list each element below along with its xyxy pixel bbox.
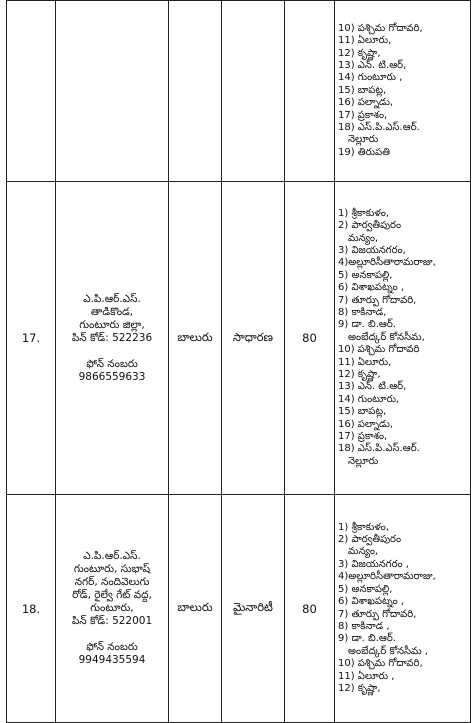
districts-cell [335, 495, 471, 723]
table-row-18 [7, 495, 471, 723]
district-item: 4)అల్లూరిసీతారామరాజు, [338, 571, 436, 583]
phone-number: 9949435594 [78, 654, 146, 666]
districts-cell [335, 182, 471, 495]
district-item: 7) తూర్పు గోదావరి, [338, 294, 417, 306]
sno-cell-empty [7, 1, 56, 182]
district-item: 10) పశ్చిమ గోదావరి [338, 344, 420, 356]
district-item: 14) గుంటూరు , [338, 72, 403, 84]
district-item: నెల్లూరు [348, 455, 379, 467]
district-item: 14) గుంటూరు, [338, 393, 400, 405]
address-cell [56, 495, 169, 723]
sno-cell: 17. [7, 182, 56, 495]
district-item: 12) కృష్ణా, [338, 682, 381, 694]
sno-cell: 18. [7, 495, 56, 723]
category-cell: సాధారణ [222, 182, 285, 495]
district-list [335, 207, 470, 470]
district-item: 5) అనకాపల్లి, [338, 583, 393, 595]
address-line: ఎ.పి.ఆర్.ఎస్. [83, 550, 141, 562]
address-line: గుంటూరు, సుభాష్ [73, 563, 151, 575]
district-item: 2) పార్వతీపురం [338, 220, 402, 232]
district-item: 9) డా. బి.ఆర్. [338, 633, 396, 645]
schools-table [6, 0, 471, 723]
district-item: 19) తిరుపతి [338, 146, 390, 158]
district-item: 1) శ్రీకాకుళం, [338, 207, 390, 219]
district-item: 8) కాకినాడ , [338, 620, 390, 632]
category-cell: మైనారిటీ [222, 495, 285, 723]
gender-cell: బాలురు [169, 182, 222, 495]
district-item: 8) కాకినాడ, [338, 306, 387, 318]
district-item: అంబేద్కర్ కోనసీమ , [348, 645, 428, 657]
seats-cell: 80 [285, 495, 335, 723]
district-item: 18) ఎస్.పి.ఎస్.ఆర్. [338, 122, 420, 134]
district-item: 1) శ్రీకాకుళం, [338, 521, 390, 533]
district-item: 13) ఎన్. టి.ఆర్, [338, 381, 407, 393]
address-cell-empty [56, 1, 169, 182]
address-line: ఎ.పి.ఆర్.ఎస్. [83, 292, 141, 305]
district-item: 6) విశాఖపట్నం , [338, 596, 405, 608]
phone-label: ఫోన్ నంబరు [86, 357, 138, 370]
district-item: 16) పల్నాడు, [338, 418, 394, 430]
table-row-continued [7, 1, 471, 182]
address-line: నగర్, నందివెలుగు [74, 576, 150, 588]
district-item: మన్యం, [348, 546, 379, 558]
district-item: 5) అనకాపల్లి, [338, 269, 393, 281]
district-item: 9) డా. బి.ఆర్. [338, 319, 396, 331]
district-item: 17) ప్రకాశం, [338, 109, 388, 121]
district-item: 11) ఏలూరు , [338, 670, 395, 682]
district-item: 3) విజయనగరం , [338, 558, 409, 570]
category-cell-empty [222, 1, 285, 182]
district-item: 13) ఎన్. టి.ఆర్, [338, 59, 407, 71]
district-list [335, 22, 470, 160]
district-item: 12) కృష్ణా, [338, 47, 381, 59]
district-item: అంబేద్కర్ కోనసీమ, [348, 331, 425, 343]
district-item: 4)అల్లూరిసీతారామరాజు, [338, 257, 436, 269]
address-line: రోడ్, రైల్వే గేట్ వద్ద, [72, 589, 152, 601]
district-item: 12) కృష్ణా, [338, 369, 381, 381]
gender-cell-empty [169, 1, 222, 182]
district-item: 7) తూర్పు గోదావరి, [338, 608, 417, 620]
district-item: 16) పల్నాడు, [338, 97, 394, 109]
district-item: 10) పశ్చిమ గోదావరి, [338, 22, 423, 34]
address-cell [56, 182, 169, 495]
address-line: గుంటూరు, [90, 602, 134, 614]
seats-cell: 80 [285, 182, 335, 495]
district-item: 6) విశాఖపట్నం , [338, 282, 405, 294]
district-item: 17) ప్రకాశం, [338, 431, 388, 443]
district-item: 10) పశ్చిమ గోదావరి, [338, 658, 423, 670]
phone-number: 9866559633 [78, 370, 146, 383]
seats-cell-empty [285, 1, 335, 182]
district-item: నెల్లూరు [348, 134, 379, 146]
district-item: మన్యం, [348, 232, 379, 244]
gender-cell: బాలురు [169, 495, 222, 723]
phone-label: ఫోన్ నంబరు [86, 641, 138, 653]
district-item: 15) బాపట్ల, [338, 406, 387, 418]
address-line: తాడికొండ, [90, 305, 134, 318]
district-item: 11) ఏలూరు, [338, 35, 392, 47]
district-item: 2) పార్వతీపురం [338, 534, 402, 546]
table-row-17 [7, 182, 471, 495]
district-list [335, 521, 470, 697]
district-item: 15) బాపట్ల, [338, 84, 387, 96]
address-line: పిన్ కోడ్: 522001 [71, 615, 153, 627]
district-item: 3) విజయనగరం, [338, 244, 406, 256]
districts-cell [335, 1, 471, 182]
district-item: 11) ఏలూరు, [338, 356, 392, 368]
address-line: పిన్ కోడ్: 522236 [71, 331, 153, 344]
address-line: గుంటూరు జిల్లా, [79, 318, 145, 331]
district-item: 18) ఎస్.పి.ఎస్.ఆర్. [338, 443, 420, 455]
